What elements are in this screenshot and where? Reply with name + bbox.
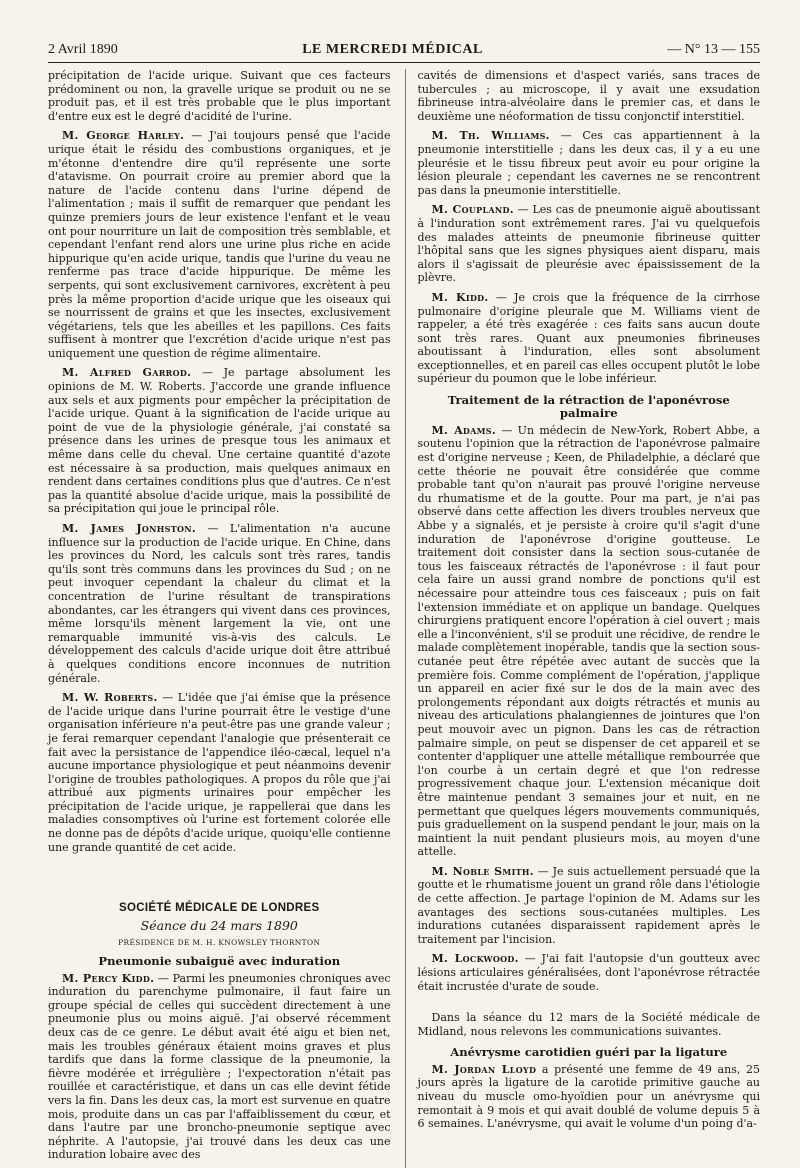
paragraph-roberts [48, 691, 391, 854]
paragraph-coupland [418, 203, 761, 285]
paragraph-kidd-reply [418, 291, 761, 386]
paragraph-johnston [48, 522, 391, 685]
paragraph-adams [418, 424, 761, 859]
speaker-name: M. George Harley. [62, 129, 185, 143]
speaker-name: M. Adams. [431, 423, 497, 437]
speaker-name: M. Alfred Garrod. [62, 366, 192, 380]
paragraph-garrod [48, 366, 391, 516]
paragraph-lloyd [418, 1063, 761, 1131]
speech-text: — J'ai fait l'autopsie d'un goutteux avec lésions articulaires généralisées, dont l'aponévrose rétractée était incrustée d'urate de soude. [417, 952, 760, 993]
speech-text: a présenté une femme de 49 ans, 25 jours après la ligature de la carotide primitive gauche au niveau du muscle omo-hyoïdien pour un anévrysme qui remontait à 9 mois et qui avait doublé de volume depuis 5 à 6 semaines. L'anévrysme, qui avait le volume d'un poing d'a- [417, 1062, 760, 1131]
right-column [405, 69, 761, 1168]
issue-date: 2 Avril 1890 [48, 42, 118, 57]
speaker-name: M. Coupland. [431, 203, 514, 217]
speech-text: — J'ai toujours pensé que l'acide urique était le résidu des combustions organiques, et je m'étonne d'entendre dire qu'il représente une sorte d'atavisme. On pourrait croire au premier abord que la nature de l'acide contenu dans l'urine dépend de l'alimentation ; mais il suffit de remarquer que pendant les quinze premiers jours de leur existence l'enfant et le veau ont pour nourriture un lait de composition très semblable, et cependant l'enfant rend alors une urine plus riche en acide hippurique qu'en acide urique, tandis que l'urine du veau ne renferme pas trace d'acide hippurique. De même les serpents, qui sont exclusivement carnivores, excrètent à peu près la même proportion d'acide urique que les oiseaux qui se nourrissent de grains et que les insectes, exclusivement végétariens, tels que les abeilles et les papillons. Ces faits suffisent à montrer que l'excrétion d'acide urique n'est pas uniquement une question de régime alimentaire. [48, 129, 391, 360]
speaker-name: M. Lockwood. [431, 952, 519, 966]
paragraph-harley [48, 129, 391, 360]
speaker-name: M. James Jonhston. [62, 522, 196, 535]
paragraph-midland-intro: Dans la séance du 12 mars de la Société médicale de Midland, nous relevons les communications suivantes. [417, 1011, 760, 1038]
journal-title: LE MERCREDI MÉDICAL [302, 42, 483, 57]
presidency-line: PRÉSIDENCE DE M. H. KNOWSLEY THORNTON [118, 938, 321, 948]
speech-text: — Les cas de pneumonie aiguë aboutissant à l'induration sont extrêmement rares. J'ai vu quelquefois des malades atteints de pneumonie fibrineuse quitter l'hôpital sans que les signes physiques aient disparu, mais alors il s'agissait de pleurésie avec épaississement de la plèvre. [417, 203, 760, 285]
session-date: Séance du 24 mars 1890 [140, 918, 298, 934]
paragraph-williams [418, 129, 761, 197]
speaker-name: M. W. Roberts. [62, 691, 158, 705]
section-title-anevrysme: Anévrysme carotidien guéri par la ligature [450, 1045, 728, 1060]
speech-text: — L'idée que j'ai émise que la présence de l'acide urique dans l'urine pourrait être le vestige d'une organisation inférieure n'a peut-être pas une grande valeur ; je ferai remarquer cependant l'analogie que présenterait ce fait avec la persistance de l'appendice iléo-cæcal, lequel n'a aucune importance physiologique et peut néanmoins devenir l'origine de troubles pathologiques. A propos du rôle que j'ai attribué aux pigments urinaires pour empêcher les précipitation de l'acide urique, je rappellerai que dans les maladies consomptives où l'urine est fortement colorée elle ne donne pas de dépôts d'acide urique, quoiqu'elle contienne une grande quantité de cet acide. [48, 691, 391, 854]
speaker-name: M. Jordan Lloyd [431, 1062, 537, 1076]
speech-text: — L'alimentation n'a aucune influence sur la production de l'acide urique. En Chine, dans les provinces du Nord, les calculs sont très rares, tandis qu'ils sont très communs dans les provinces du Sud ; on ne peut invoquer cependant la chaleur du climat et la concentration de l'urine résultant de transpirations abondantes, car les étrangers qui vivent dans ces provinces, même lorsqu'ils mènent largement la vie, ont une remarquable immunité vis-à-vis des calculs. Le développement des calculs d'acide urique doit être attribué à quelques conditions encore inconnues de nutrition générale. [48, 522, 391, 685]
speech-text: — Je suis actuellement persuadé que la goutte et le rhumatisme jouent un grand rôle dans l'étiologie de cette affection. Je partage l'opinion de M. Adams sur les avantages des sections sous-cutanées multiples. Les indurations cutanées disparaissent rapidement après le traitement par l'incision. [417, 864, 761, 946]
paragraph-continuation: cavités de dimensions et d'aspect variés, sans traces de tubercules ; au microscope, il y avait une exsudation fibrineuse intra-alvéolaire dans le premier cas, et dans le deuxième une néoformation de tissu conjonctif interstitiel. [417, 69, 760, 123]
speech-text: — Je crois que la fréquence de la cirrhose pulmonaire d'origine pleurale que M. Williams vient de rappeler, a été très exagérée : ces faits sans aucun doute sont très rares. Quant aux pneumonies fibrineuses aboutissant à l'induration, elles sont absolument exceptionnelles, et en pareil cas elles occupent plutôt le lobe supérieur du poumon que le lobe inférieur. [417, 290, 760, 386]
paragraph-kidd [48, 972, 391, 1162]
section-title-pneumonie: Pneumonie subaiguë avec induration [98, 954, 341, 969]
speech-text: — Ces cas appartiennent à la pneumonie interstitielle ; dans les deux cas, il y a eu une pleurésie et le tissu fibreux peut avoir eu pour origine la lésion pleurale ; cependant les cavernes ne se rencontrent pas dans la pneumonie interstitielle. [417, 129, 760, 197]
speaker-name: M. Kidd. [431, 290, 489, 304]
page-number: — N° 13 — 155 [667, 42, 760, 57]
speech-text: — Parmi les pneumonies chroniques avec induration du parenchyme pulmonaire, il faut faire un groupe spécial de celles qui succèdent directement à une pneumonie plus ou moins aiguë. J'ai observé récemment deux cas de ce genre. Le début avait été aigu et bien net, mais les troubles généraux étaient moins graves et plus tardifs que dans la forme classique de la pneumonie, la fièvre modérée et irrégulière ; l'expectoration n'était pas rouillée et caractéristique, et dans un cas elle devint fétide vers la fin. Dans les deux cas, la mort est survenue en quatre mois, produite dans un cas par l'affaiblissement du cœur, et dans l'autre par une broncho-pneumonie septique avec néphrite. A l'autopsie, j'ai trouvé dans les deux cas une induration lobaire avec des [48, 971, 391, 1162]
paragraph-lockwood [418, 952, 761, 993]
paragraph-continuation: précipitation de l'acide urique. Suivant que ces facteurs prédominent ou non, la gravelle urique se produit ou ne se produit pas, et il est très probable que le plus important d'entre eux est le degré d'acidité de l'urine. [48, 69, 391, 123]
society-heading: SOCIÉTÉ MÉDICALE DE LONDRES [119, 902, 320, 915]
speech-text: — Je partage absolument les opinions de M. W. Roberts. J'accorde une grande influence aux sels et aux pigments pour empêcher la précipitation de l'acide urique. Quant à la signification de l'acide urique au point de vue de la physiologie générale, j'ai constaté sa présence dans les urines de presque tous les animaux et même dans celle du cheval. Une certaine quantité d'azote est nécessaire à sa production, mais quelques animaux en rendent dans certaines conditions plus que d'autres. Ce n'est pas la quantité absolue d'acide urique, mais la possibilité de sa précipitation qui joue le principal rôle. [48, 366, 391, 516]
speaker-name: M. Percy Kidd. [62, 971, 155, 985]
speaker-name: M. Noble Smith. [431, 864, 534, 878]
paragraph-noble-smith [418, 865, 761, 947]
running-header [48, 14, 760, 63]
left-column [48, 69, 391, 1168]
speech-text: — Un médecin de New-York, Robert Abbe, a soutenu l'opinion que la rétraction de l'aponévrose palmaire est d'origine nerveuse ; Keen, de Philadelphie, a déclaré que cette théorie ne pouvait être considérée que comme probable tant qu'on n'aurait pas prouvé l'origine nerveuse du rhumatisme et de la goutte. Pour ma part, je n'ai pas observé dans cette affection les divers troubles nerveux que Abbe y a signalés, et je persiste à croire qu'il s'agit d'une induration de l'aponévrose d'origine goutteuse. Le traitement doit consister dans la section sous-cutanée de tous les faisceaux rétractés de l'aponévrose : il faut pour cela faire un aussi grand nombre de ponctions qu'il est nécessaire pour atteindre tous ces faisceaux ; puis on fait l'extension immédiate et on applique un bandage. Quelques chirurgiens pratiquent encore l'opération à ciel ouvert ; mais elle a l'inconvénient, s'il se produit une récidive, de rendre le malade complètement inopérable, tandis que la section sous-cutanée peut être répétée avec autant de succès que la première fois. Comme complément de l'opération, j'applique un appareil en acier fixé sur le dos de la main avec des prolongements répondant aux doigts rétractés et munis au niveau des articulations phalangiennes de jointures que l'on peut mouvoir avec un pignon. Dans les cas de rétraction palmaire simple, on peut se dispenser de cet appareil et se contenter d'appliquer une attelle métallique rembourrée que l'on courbe à un certain degré et que l'on redresse progressivement chaque jour. L'extension mécanique doit être maintenue pendant 3 semaines jour et nuit, en ne permettant que quelques légers mouvements communiqués, puis graduellement on la suspend pendant le jour, mais on la maintient la nuit pendant plusieurs mois, au moyen d'une attelle. [417, 423, 760, 859]
speaker-name: M. Th. Williams. [431, 129, 550, 143]
section-title-aponevrose: Traitement de la rétraction de l'aponévrose palmaire [447, 393, 730, 421]
